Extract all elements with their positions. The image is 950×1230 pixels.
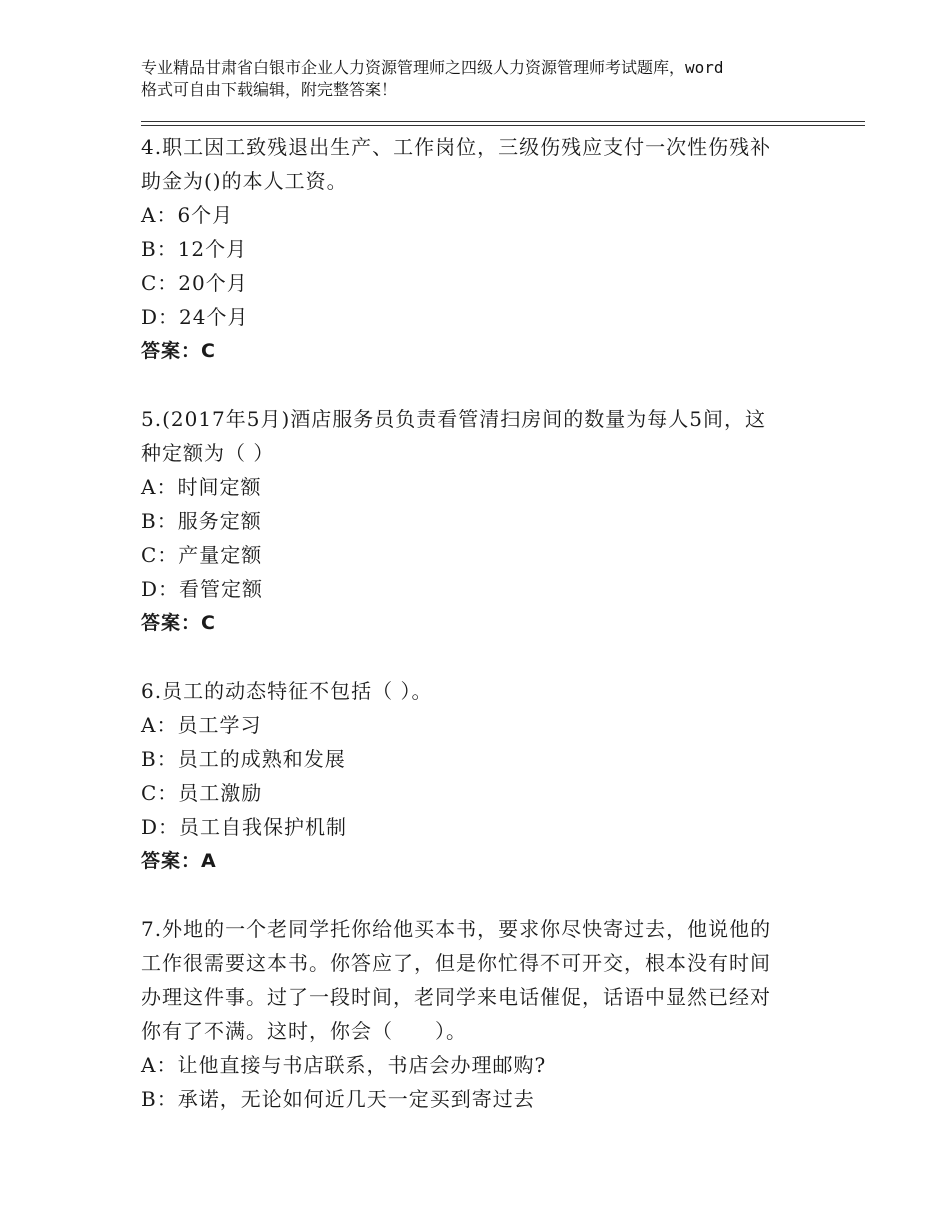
option-b: B：12个月 <box>141 237 248 261</box>
option-b: B：服务定额 <box>141 509 262 533</box>
question-text-line: 助金为()的本人工资。 <box>141 169 348 193</box>
question-5 <box>141 402 831 640</box>
option-a: A：6个月 <box>141 203 234 227</box>
option-a: A：员工学习 <box>141 713 262 737</box>
header-divider-top <box>141 121 865 122</box>
option-d: D：24个月 <box>141 305 249 329</box>
question-text-line: 办理这件事。过了一段时间，老同学来电话催促，话语中显然已经对 <box>141 985 771 1009</box>
question-4 <box>141 130 831 368</box>
question-text-line: 工作很需要这本书。你答应了，但是你忙得不可开交，根本没有时间 <box>141 951 771 975</box>
question-text-line: 7.外地的一个老同学托你给他买本书，要求你尽快寄过去，他说他的 <box>141 917 772 941</box>
question-text-line: 5.(2017年5月)酒店服务员负责看管清扫房间的数量为每人5间，这 <box>141 407 767 431</box>
option-a: A：让他直接与书店联系，书店会办理邮购? <box>141 1053 547 1077</box>
question-text-line: 4.职工因工致残退出生产、工作岗位，三级伤残应支付一次性伤残补 <box>141 135 772 159</box>
question-text-line: 6.员工的动态特征不包括（ ）。 <box>141 679 433 703</box>
option-b: B：员工的成熟和发展 <box>141 747 346 771</box>
header-divider-bottom <box>141 125 865 126</box>
answer: 答案：A <box>141 850 217 872</box>
answer: 答案：C <box>141 612 216 634</box>
document-header <box>141 57 841 101</box>
option-a: A：时间定额 <box>141 475 262 499</box>
question-list <box>141 130 831 1116</box>
question-text-line: 你有了不满。这时，你会（ ）。 <box>141 1019 467 1043</box>
option-d: D：员工自我保护机制 <box>141 815 348 839</box>
question-7 <box>141 912 831 1116</box>
option-c: C：员工激励 <box>141 781 263 805</box>
spacer <box>141 368 831 402</box>
question-6 <box>141 674 831 878</box>
option-b: B：承诺，无论如何近几天一定买到寄过去 <box>141 1087 535 1111</box>
option-c: C：产量定额 <box>141 543 263 567</box>
option-c: C：20个月 <box>141 271 248 295</box>
header-line-1: 专业精品甘肃省白银市企业人力资源管理师之四级人力资源管理师考试题库，word <box>141 58 724 77</box>
spacer <box>141 878 831 912</box>
option-d: D：看管定额 <box>141 577 264 601</box>
header-line-2: 格式可自由下载编辑，附完整答案！ <box>141 80 398 99</box>
spacer <box>141 640 831 674</box>
answer: 答案：C <box>141 340 216 362</box>
question-text-line: 种定额为（ ） <box>141 441 275 465</box>
